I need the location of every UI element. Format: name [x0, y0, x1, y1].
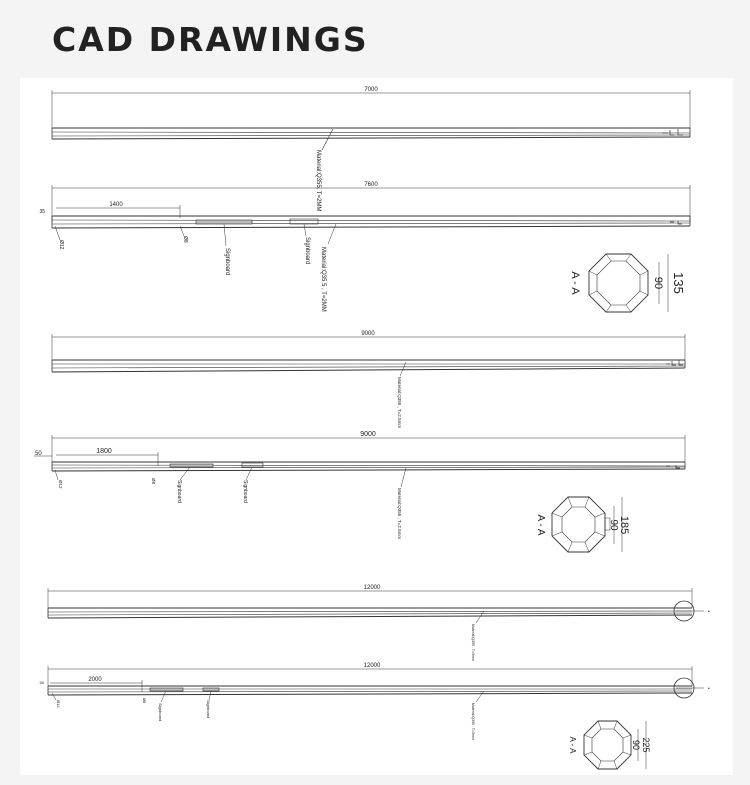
diameter-label: Ø8 — [142, 698, 147, 704]
sign-distance: 1400 — [109, 202, 123, 208]
cad-canvas — [20, 78, 733, 775]
inner-dimension: 90 — [631, 739, 641, 751]
page-title: CAD DRAWINGS — [52, 20, 369, 59]
material-note: Material:Q355 , T=3mm — [471, 703, 475, 740]
signboard-label: Signboard — [242, 480, 248, 503]
length-dimension: 9000 — [361, 331, 375, 337]
signboard-label: Signboard — [304, 237, 310, 265]
material-note: Material:Q355 , T=2.5mm — [397, 488, 402, 540]
inner-dimension: 90 — [652, 276, 664, 290]
inner-dimension: 90 — [608, 519, 619, 531]
material-note: Material:Q355 , T=3mm — [471, 624, 475, 661]
outer-dimension: 185 — [618, 515, 630, 535]
length-dimension: 7000 — [364, 87, 378, 93]
section-label: A - A — [569, 271, 581, 295]
diameter-label: Ø8 — [151, 478, 156, 485]
outer-dimension: 135 — [671, 272, 686, 294]
section-view-1 — [569, 254, 686, 312]
signboard-label: Signboard — [224, 248, 230, 276]
length-dimension: 9000 — [360, 431, 376, 438]
offset-dimension: 35 — [39, 209, 45, 215]
offset-dimension: 50 — [35, 451, 42, 457]
svg-text:•: • — [708, 686, 710, 692]
pole-drawing-6 — [40, 663, 710, 740]
pole-drawing-1 — [52, 87, 690, 211]
section-view-3 — [568, 721, 651, 769]
section-label: A - A — [568, 736, 577, 754]
signboard-label: Signboard — [206, 700, 211, 719]
sign-distance: 2000 — [88, 677, 102, 683]
outer-dimension: 225 — [641, 737, 651, 753]
pole-drawing-5 — [48, 585, 710, 661]
length-dimension: 12000 — [363, 663, 381, 669]
offset-dimension: 50 — [39, 680, 44, 685]
svg-text:•: • — [708, 609, 710, 615]
diameter-label: Ø12 — [56, 700, 61, 708]
diameter-label: Ø12 — [58, 240, 64, 250]
pole-drawing-3 — [52, 331, 685, 428]
material-note: Material:Q35 5 , T=2MM — [320, 247, 326, 312]
section-view-2 — [535, 497, 630, 552]
drawing-sheet — [20, 78, 733, 775]
material-note: Material:Q355, T=2MM — [315, 150, 321, 212]
length-dimension: 12000 — [363, 585, 381, 591]
signboard-label: Signboard — [158, 703, 163, 722]
diameter-label: Ø12 — [58, 480, 63, 489]
pole-drawing-4 — [34, 431, 685, 539]
material-note: Material:Q355 , T=2.5mm — [397, 377, 402, 429]
section-label: A - A — [535, 514, 546, 536]
pole-drawing-2 — [39, 182, 690, 312]
length-dimension: 7600 — [364, 182, 378, 188]
signboard-label: Signboard — [176, 480, 182, 503]
diameter-label: Ø8 — [182, 236, 188, 243]
sign-distance: 1800 — [96, 448, 112, 455]
